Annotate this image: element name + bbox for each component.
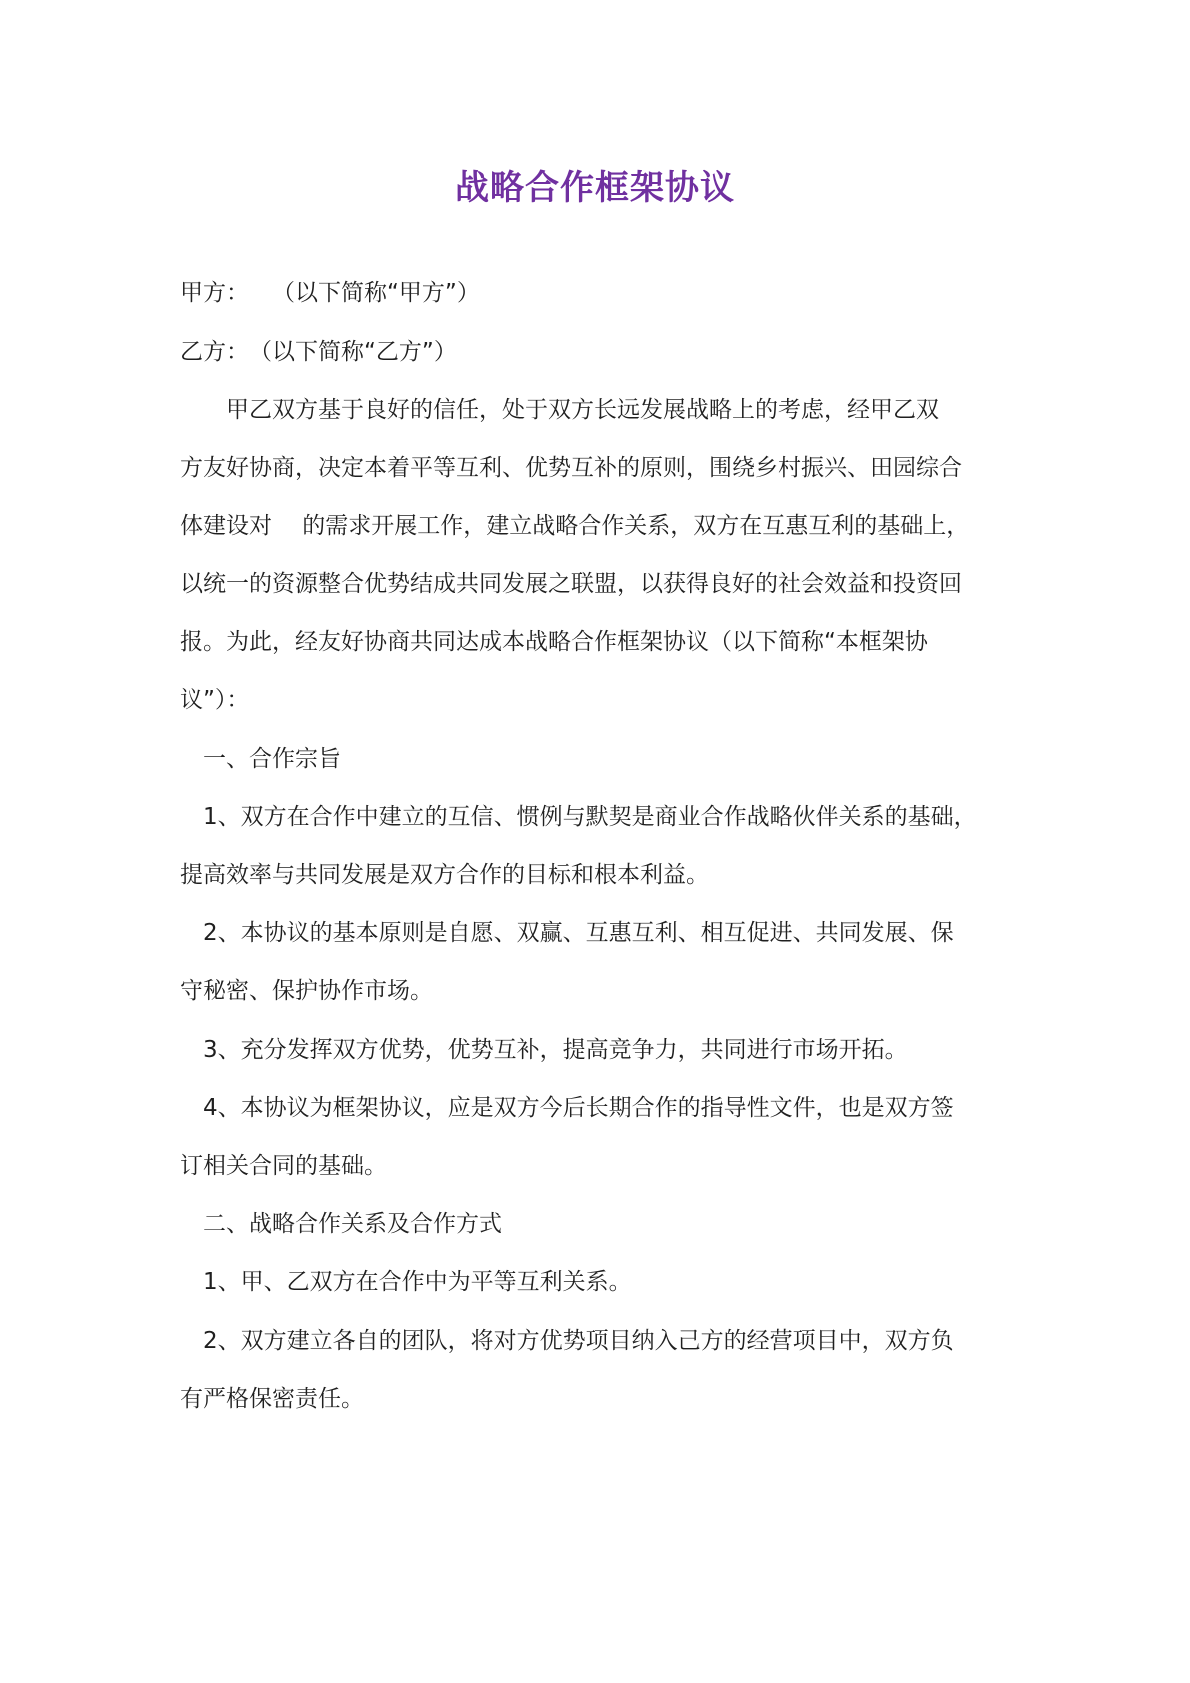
clause-1-2-cont: 守秘密、保护协作市场。 xyxy=(180,978,433,1004)
party-b-line: 乙方： （以下简称“乙方”） xyxy=(180,339,457,365)
party-a-line: 甲方： （以下简称“甲方”） xyxy=(180,280,480,306)
clause-1-1: 1、双方在合作中建立的互信、惯例与默契是商业合作战略伙伴关系的基础， xyxy=(180,804,977,830)
clause-1-4-cont: 订相关合同的基础。 xyxy=(180,1153,387,1179)
clause-1-2: 2、本协议的基本原则是自愿、双赢、互惠互利、相互促进、共同发展、保 xyxy=(180,920,954,946)
intro-line: 以统一的资源整合优势结成共同发展之联盟，以获得良好的社会效益和投资回 xyxy=(180,571,962,597)
document-title: 战略合作框架协议 xyxy=(455,168,735,208)
clause-2-1: 1、甲、乙双方在合作中为平等互利关系。 xyxy=(180,1269,632,1295)
clause-2-2-cont: 有严格保密责任。 xyxy=(180,1386,364,1412)
section-heading-purpose: 一、合作宗旨 xyxy=(180,746,341,772)
clause-2-2: 2、双方建立各自的团队，将对方优势项目纳入己方的经营项目中，双方负 xyxy=(180,1328,954,1354)
clause-1-4: 4、本协议为框架协议，应是双方今后长期合作的指导性文件，也是双方签 xyxy=(180,1095,954,1121)
section-heading-cooperation: 二、战略合作关系及合作方式 xyxy=(180,1211,502,1237)
intro-line: 甲乙双方基于良好的信任，处于双方长远发展战略上的考虑，经甲乙双 xyxy=(180,397,939,423)
intro-line: 体建设对 的需求开展工作，建立战略合作关系，双方在互惠互利的基础上， xyxy=(180,513,970,539)
clause-1-1-cont: 提高效率与共同发展是双方合作的目标和根本利益。 xyxy=(180,862,709,888)
intro-line: 议”）： xyxy=(180,687,250,713)
intro-line: 方友好协商，决定本着平等互利、优势互补的原则，围绕乡村振兴、田园综合 xyxy=(180,455,962,481)
clause-1-3: 3、充分发挥双方优势，优势互补，提高竞争力，共同进行市场开拓。 xyxy=(180,1037,908,1063)
intro-line: 报。为此，经友好协商共同达成本战略合作框架协议（以下简称“本框架协 xyxy=(180,629,928,655)
